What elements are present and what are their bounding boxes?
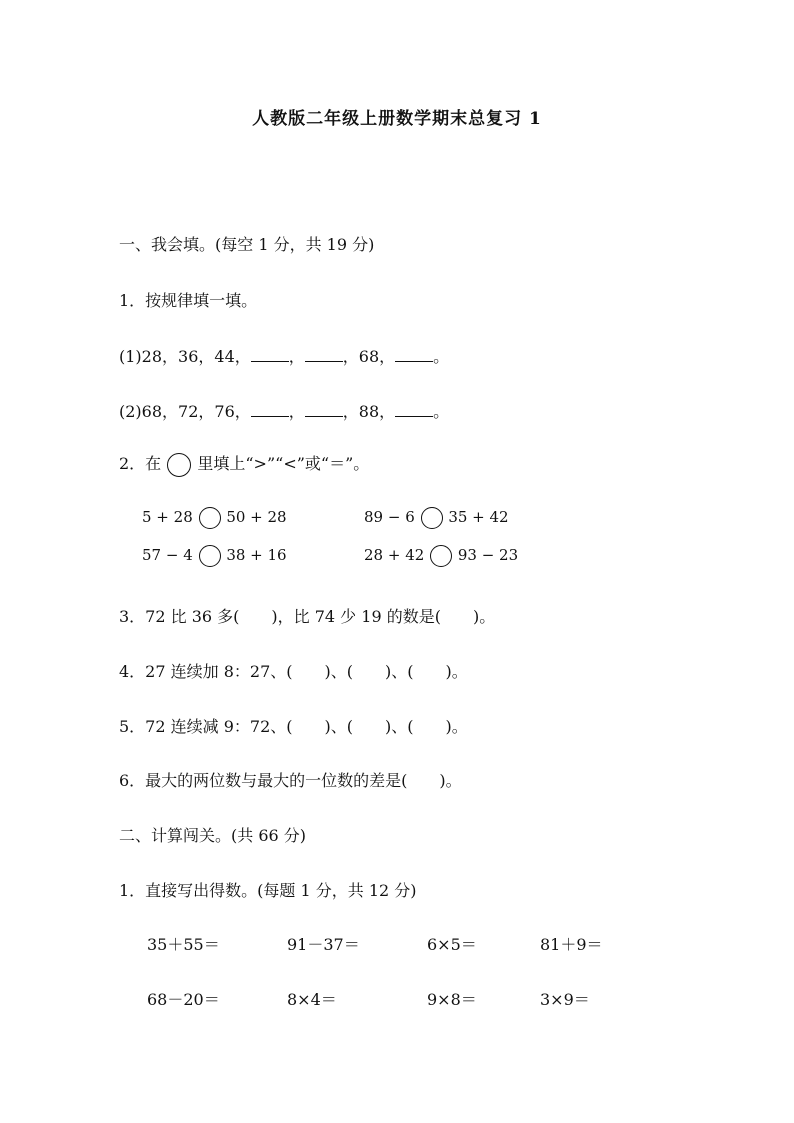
- compare-item: [142, 545, 287, 567]
- q1-part2-prefix: (2)68，72，76，: [119, 402, 251, 421]
- circle-icon: [167, 453, 191, 477]
- compare-circle[interactable]: [421, 507, 443, 529]
- answer-blank[interactable]: [305, 347, 343, 362]
- separator: ，: [342, 347, 359, 366]
- answer-blank[interactable]: [251, 402, 289, 417]
- calc-item: 81＋9＝: [540, 935, 603, 954]
- compare-circle[interactable]: [430, 545, 452, 567]
- q5: 5．72 连续减 9：72、( )、( )、( )。: [119, 717, 468, 736]
- page-title: 人教版二年级上册数学期末总复习 1: [252, 109, 542, 129]
- q1-part1-end: 。: [433, 347, 450, 366]
- q6: 6．最大的两位数与最大的一位数的差是( )。: [119, 771, 462, 790]
- compare-item: [142, 507, 287, 529]
- calc-item: 8×4＝: [287, 990, 337, 1009]
- separator: ，: [288, 402, 305, 421]
- q2-label-a: 2．在: [119, 454, 162, 473]
- expr-right: 50 + 28: [226, 508, 287, 526]
- q1-part2: [119, 399, 449, 422]
- q4: 4．27 连续加 8：27、( )、( )、( )。: [119, 662, 468, 681]
- q1-label: 1．按规律填一填。: [119, 291, 258, 310]
- calc-item: 6×5＝: [427, 935, 477, 954]
- q3: 3．72 比 36 多( )，比 74 少 19 的数是( )。: [119, 607, 496, 626]
- calc-item: 91－37＝: [287, 935, 360, 954]
- expr-left: 57 − 4: [142, 546, 193, 564]
- q1-part1-mid: 68，: [358, 347, 396, 366]
- answer-blank[interactable]: [305, 402, 343, 417]
- section1-heading: 一、我会填。(每空 1 分，共 19 分): [119, 235, 375, 254]
- compare-circle[interactable]: [199, 507, 221, 529]
- compare-circle[interactable]: [199, 545, 221, 567]
- answer-blank[interactable]: [251, 347, 289, 362]
- separator: ，: [342, 402, 359, 421]
- s2-q1-label: 1．直接写出得数。(每题 1 分，共 12 分): [119, 881, 417, 900]
- answer-blank[interactable]: [395, 347, 433, 362]
- compare-item: [364, 545, 518, 567]
- compare-item: [364, 507, 509, 529]
- expr-left: 89 − 6: [364, 508, 415, 526]
- separator: ，: [288, 347, 305, 366]
- q1-part1: [119, 344, 449, 367]
- q1-part2-end: 。: [433, 402, 450, 421]
- expr-right: 93 − 23: [457, 546, 519, 564]
- q1-part2-mid: 88，: [358, 402, 396, 421]
- q1-part1-prefix: (1)28，36，44，: [119, 347, 251, 366]
- q2-label-b: 里填上“>”“<”或“＝”。: [197, 454, 370, 473]
- section2-heading: 二、计算闯关。(共 66 分): [119, 826, 307, 845]
- q2-label: [119, 451, 369, 477]
- expr-left: 28 + 42: [364, 546, 425, 564]
- expr-left: 5 + 28: [142, 508, 193, 526]
- calc-item: 9×8＝: [427, 990, 477, 1009]
- calc-item: 35＋55＝: [147, 935, 220, 954]
- calc-item: 68－20＝: [147, 990, 220, 1009]
- answer-blank[interactable]: [395, 402, 433, 417]
- calc-item: 3×9＝: [540, 990, 590, 1009]
- expr-right: 38 + 16: [226, 546, 287, 564]
- expr-right: 35 + 42: [448, 508, 509, 526]
